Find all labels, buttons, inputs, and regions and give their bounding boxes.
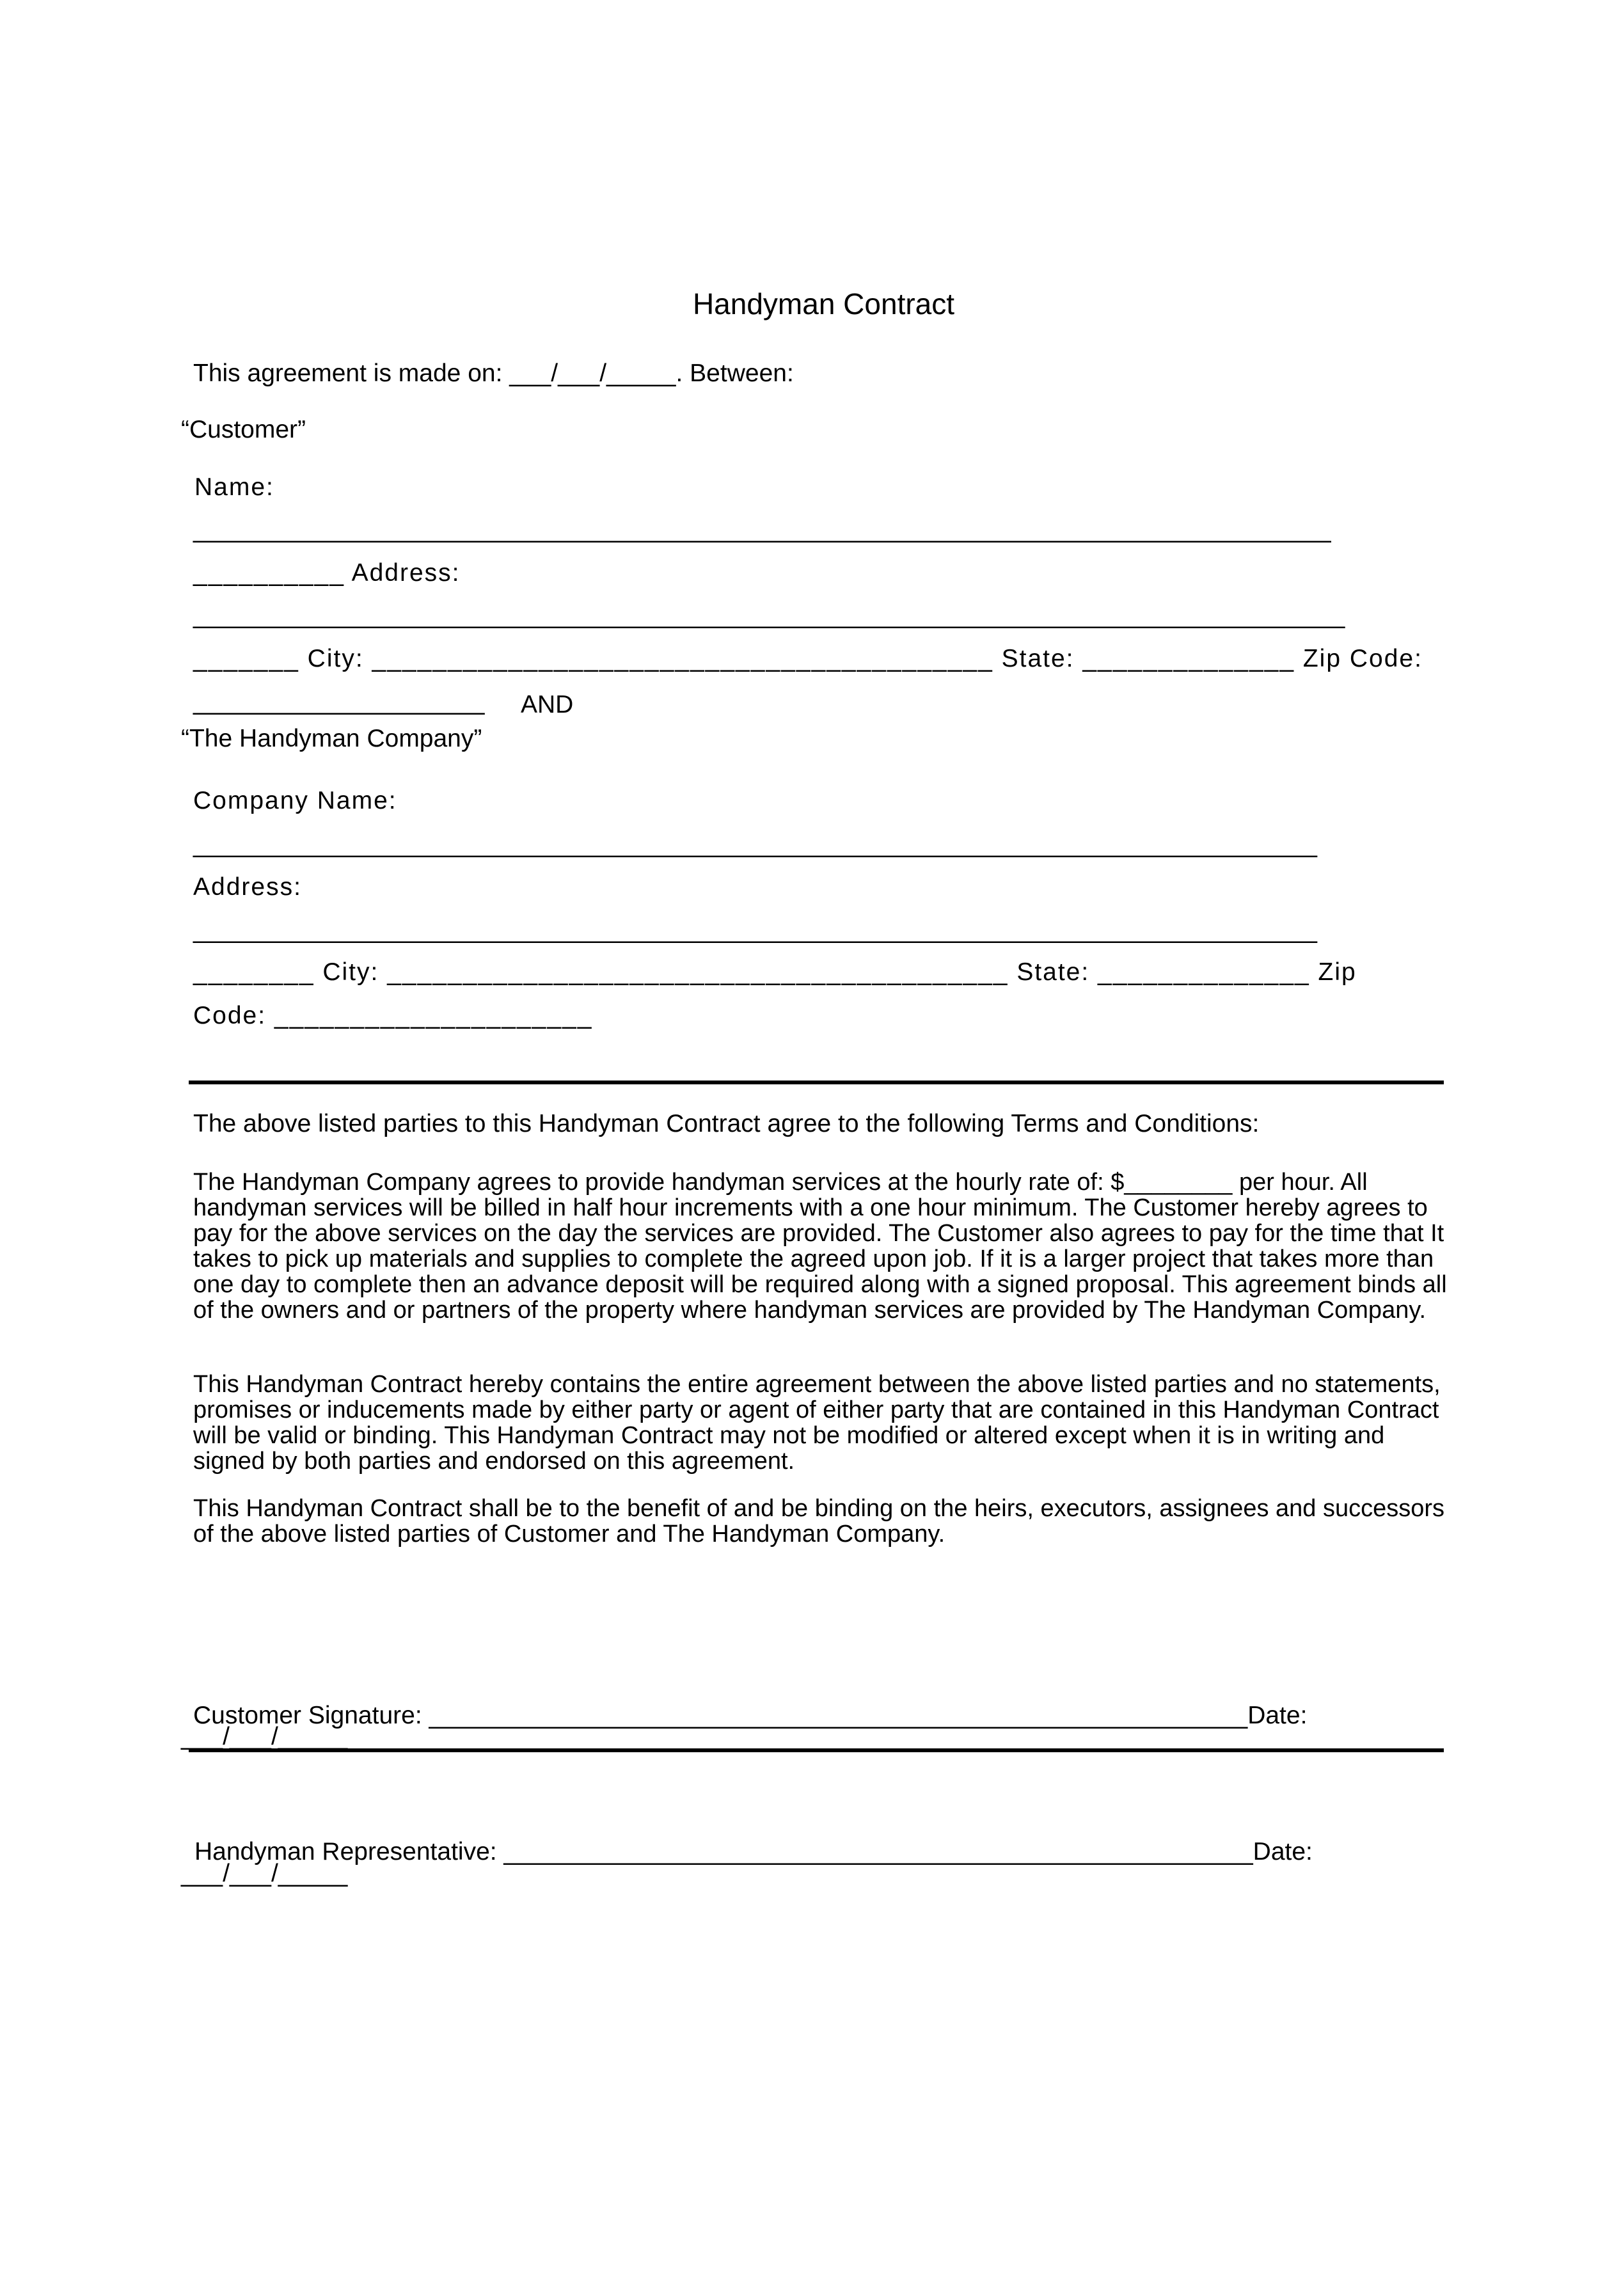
customer-address-label: __________ Address: (193, 559, 461, 587)
customer-address-line: ___________________________________________________________________________________ (193, 601, 1345, 629)
company-city-state-zip: ________ City: _________________________________________ State: ______________ Zip (193, 958, 1357, 986)
terms-intro: The above listed parties to this Handyman Contract agree to the following Terms and Conditions: (193, 1110, 1260, 1137)
company-name-line: _________________________________________________________________________________ (193, 830, 1317, 858)
company-address-line: _________________________________________________________________________________ (193, 916, 1317, 944)
customer-name-label: Name: (194, 473, 274, 501)
company-name-label: Company Name: (193, 787, 397, 814)
terms-paragraph-binding: This Handyman Contract shall be to the benefit of and be binding on the heirs, executors, assignees and successors of the above listed parties of Customer and The Handyman Company. (193, 1495, 1445, 1548)
customer-signature-date: ___/___/_____ (181, 1723, 348, 1750)
customer-heading: “Customer” (181, 416, 306, 443)
agreement-date-line: This agreement is made on: ___/___/_____. Between: (193, 360, 794, 387)
representative-signature-date: ___/___/_____ (181, 1860, 348, 1887)
representative-signature-line: Handyman Representative: ______________________________________________________Date: (194, 1838, 1313, 1865)
company-zip-code: Code: _____________________ (193, 1002, 593, 1029)
company-address-label: Address: (193, 873, 302, 901)
signature-divider (189, 1748, 1444, 1752)
section-divider (189, 1081, 1444, 1084)
terms-paragraph-rate: The Handyman Company agrees to provide handyman services at the hourly rate of: $________ per hour. All handyman services will be billed in half hour increments with a one hour minimum. The Customer hereby agrees to pay for the above services on the day the services are provided. The Customer also agrees to pay for the time that It takes to pick up materials and supplies to complete the agreed upon job. If it is a larger project that takes more than one day to complete then an advance deposit will be required along with a signed proposal. This agreement binds all of the owners and or partners of the property where handyman services are provided by The Handyman Company. (193, 1169, 1447, 1324)
and-connector: AND (521, 691, 574, 718)
company-heading: “The Handyman Company” (181, 725, 482, 752)
document-title: Handyman Contract (692, 287, 955, 321)
customer-name-line: __________________________________________________________________________________ (193, 516, 1331, 543)
customer-zip-line: _____________________ (193, 688, 485, 715)
terms-paragraph-entire-agreement: This Handyman Contract hereby contains the entire agreement between the above listed parties and no statements, promises or inducements made by either party or agent of either party that are contained in this Handyman Contract will be valid or binding. This Handyman Contract may not be modified or altered except when it is in writing and signed by both parties and endorsed on this agreement. (193, 1371, 1441, 1475)
customer-city-state-zip: _______ City: _________________________________________ State: ______________ Zip Code: (193, 645, 1423, 672)
customer-signature-line: Customer Signature: ___________________________________________________________Date: (193, 1702, 1308, 1729)
